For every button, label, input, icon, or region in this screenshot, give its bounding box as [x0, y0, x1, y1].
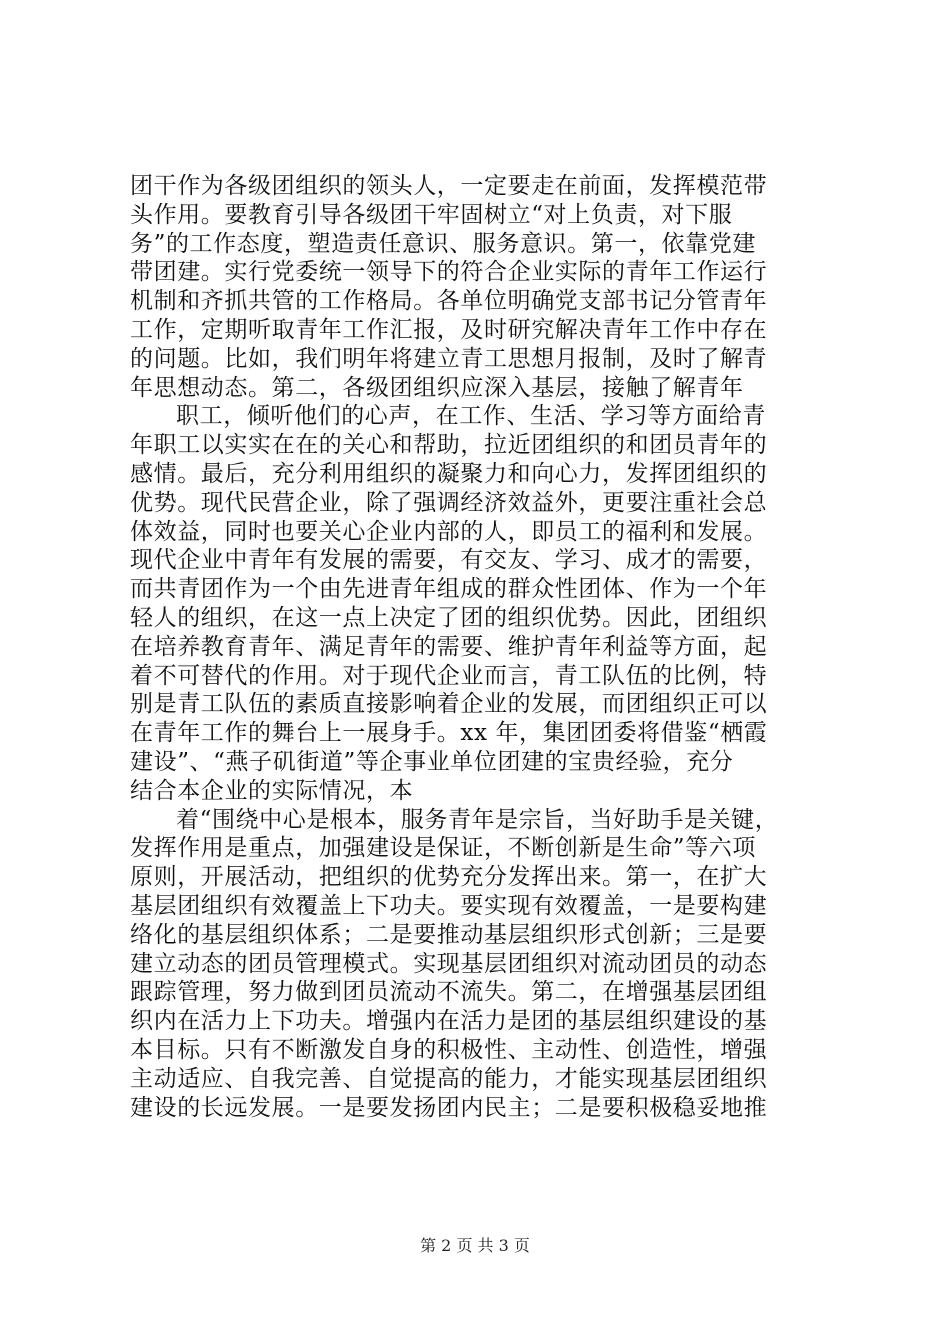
- text-line: 年职工以实实在在的关心和帮助，拉近团组织的和团员青年的: [130, 432, 768, 459]
- text-line: 着不可替代的作用。对于现代企业而言，青工队伍的比例，特: [130, 662, 768, 689]
- text-line: 务”的工作态度，塑造责任意识、服务意识。第一，依靠党建: [130, 230, 756, 257]
- text-line: 在青年工作的舞台上一展身手。xx 年，集团团委将借鉴“栖霞: [130, 720, 768, 747]
- text-line: 本目标。只有不断激发自身的积极性、主动性、创造性，增强: [130, 1036, 768, 1063]
- text-line: 建设的长远发展。一是要发扬团内民主；二是要积极稳妥地推: [130, 1094, 768, 1121]
- text-line: 建设”、“燕子矶街道”等企事业单位团建的宝贵经验，充分: [130, 748, 734, 775]
- text-line: 感情。最后，充分利用组织的凝聚力和向心力，发挥团组织的: [130, 460, 768, 487]
- text-line: 着“围绕中心是根本，服务青年是宗旨，当好助手是关键，: [176, 806, 779, 833]
- body-text: [130, 172, 830, 1122]
- text-line: 体效益，同时也要关心企业内部的人，即员工的福利和发展。: [130, 518, 768, 545]
- page-footer: 第 2 页 共 3 页: [420, 1236, 530, 1255]
- text-line: 在培养教育青年、满足青年的需要、维护青年利益等方面，起: [130, 633, 768, 660]
- text-line: 织内在活力上下功夫。增强内在活力是团的基层组织建设的基: [130, 1008, 768, 1035]
- text-line: 的问题。比如，我们明年将建立青工思想月报制，及时了解青: [130, 345, 768, 372]
- text-line: 工作，定期听取青年工作汇报，及时研究解决青年工作中存在: [130, 316, 768, 343]
- text-line: 而共青团作为一个由先进青年组成的群众性团体、作为一个年: [130, 576, 768, 603]
- text-line: 带团建。实行党委统一领导下的符合企业实际的青年工作运行: [130, 259, 768, 286]
- text-line: 优势。现代民营企业，除了强调经济效益外，更要注重社会总: [130, 489, 768, 516]
- text-line: 机制和齐抓共管的工作格局。各单位明确党支部书记分管青年: [130, 288, 768, 315]
- text-line: 发挥作用是重点，加强建设是保证，不断创新是生命”等六项: [130, 835, 756, 862]
- text-line: 原则，开展活动，把组织的优势充分发挥出来。第一，在扩大: [130, 864, 768, 891]
- text-line: 别是青工队伍的素质直接影响着企业的发展，而团组织正可以: [130, 691, 768, 718]
- text-line: 结合本企业的实际情况，本: [130, 777, 414, 804]
- text-line: 轻人的组织，在这一点上决定了团的组织优势。因此，团组织: [130, 604, 768, 631]
- text-line: 络化的基层组织体系；二是要推动基层组织形式创新；三是要: [130, 921, 768, 948]
- text-line: 头作用。要教育引导各级团干牢固树立“对上负责，对下服: [130, 201, 733, 228]
- text-line: 主动适应、自我完善、自觉提高的能力，才能实现基层团组织: [130, 1065, 768, 1092]
- text-line: 团干作为各级团组织的领头人，一定要走在前面，发挥模范带: [130, 173, 768, 199]
- text-line: 现代企业中青年有发展的需要，有交友、学习、成才的需要，: [130, 547, 768, 574]
- text-line: 年思想动态。第二，各级团组织应深入基层，接触了解青年: [130, 374, 744, 401]
- text-line: 基层团组织有效覆盖上下功夫。要实现有效覆盖，一是要构建: [130, 892, 768, 919]
- text-line: 建立动态的团员管理模式。实现基层团组织对流动团员的动态: [130, 950, 768, 977]
- text-line: 跟踪管理，努力做到团员流动不流失。第二，在增强基层团组: [130, 979, 768, 1006]
- text-line: 职工，倾听他们的心声，在工作、生活、学习等方面给青: [176, 403, 766, 430]
